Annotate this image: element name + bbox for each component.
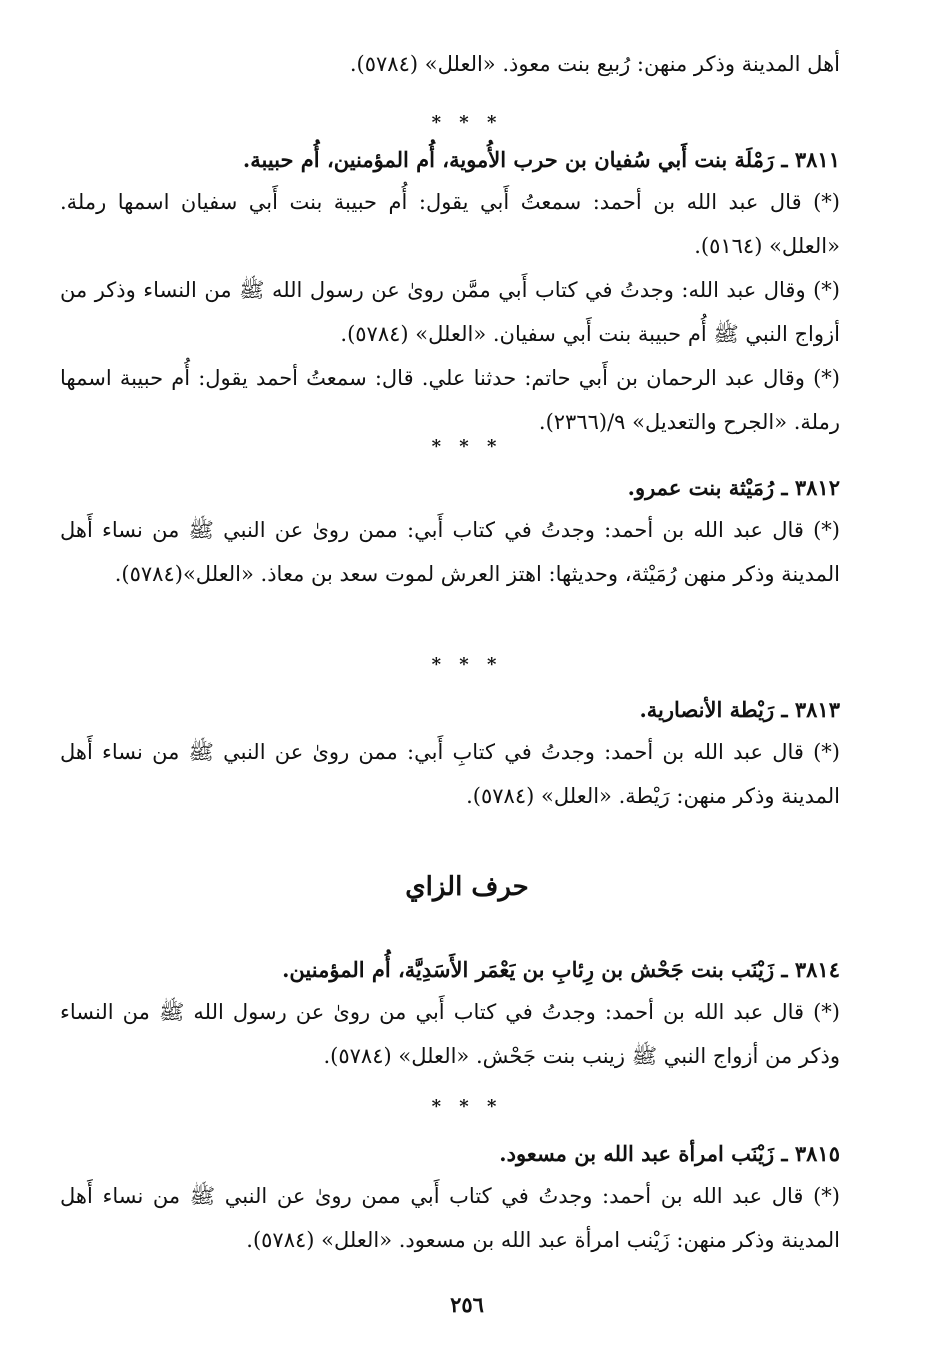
separator-stars: * * *	[431, 654, 503, 675]
section-title: حرف الزاي	[405, 872, 529, 902]
entry-paragraph: (*) قال عبد الله بن أحمد: وجدتُ في كتاب أَبي ممن روىٰ عن النبي ﷺ من نساء أَهل المدينة وذكر منهن: زَيْنب امرأة عبد الله بن مسعود. «العلل» (٥٧٨٤).	[60, 1184, 840, 1252]
entry-title: ٣٨١١ ـ رَمْلَة بنت أَبي سُفيان بن حرب الأُموية، أُم المؤمنين، أُم حبيبة.	[242, 147, 840, 172]
entry-paragraph: (*) قال عبد الله بن أحمد: وجدتُ في كتابِ أَبي: ممن روىٰ عن النبي ﷺ من نساء أَهل المدينة وذكر منهن: رَيْطة. «العلل» (٥٧٨٤).	[60, 740, 840, 808]
entry-title: ٣٨١٢ ـ رُمَيْثة بنت عمرو.	[627, 475, 840, 500]
entry-paragraph: (*) قال عبد الله بن أحمد: وجدتُ في كتاب أَبي من روىٰ عن رسول الله ﷺ من النساء وذكر من أزواج النبي ﷺ زينب بنت جَحْش. «العلل» (٥٧٨٤).	[60, 1000, 840, 1068]
entry-3812	[60, 468, 840, 596]
entry-3814	[60, 950, 840, 1078]
entry-title: ٣٨١٣ ـ رَيْطة الأنصارية.	[639, 697, 840, 722]
separator-stars: * * *	[431, 436, 503, 457]
separator-stars: * * *	[431, 112, 503, 133]
entry-paragraph: (*) وقال عبد الرحمان بن أَبي حاتم: حدثنا علي. قال: سمعتُ أحمد يقول: أُم حبيبة اسمها رملة. «الجرح والتعديل» ٩/(٢٣٦٦).	[60, 366, 840, 434]
entry-title: ٣٨١٤ ـ زَيْنَب بنت جَحْش بن رِئابِ بن يَعْمَر الأَسَدِيَّة، أُم المؤمنين.	[282, 957, 840, 982]
entry-paragraph: (*) وقال عبد الله: وجدتُ في كتاب أَبي ممَّن روىٰ عن رسول الله ﷺ من النساء وذكر من أزواج النبي ﷺ أُم حبيبة بنت أَبي سفيان. «العلل» (٥٧٨٤).	[60, 278, 840, 346]
entry-3811	[60, 140, 840, 444]
entry-3813	[60, 690, 840, 818]
entry-paragraph: (*) قال عبد الله بن أحمد: وجدتُ في كتاب أَبي: ممن روىٰ عن النبي ﷺ من نساء أَهل المدينة وذكر منهن رُمَيْثة، وحديثها: اهتز العرش لموت سعد بن معاذ. «العلل»(٥٧٨٤).	[60, 518, 840, 586]
entry-paragraph: (*) قال عبد الله بن أحمد: سمعتُ أَبي يقول: أُم حبيبة بنت أَبي سفيان اسمها رملة. «العلل» (٥١٦٤).	[60, 190, 840, 258]
continued-paragraph: أهل المدينة وذكر منهن: رُبيع بنت معوذ. «العلل» (٥٧٨٤).	[349, 52, 840, 76]
continued-text-block	[60, 42, 840, 86]
page-number: ٢٥٦	[450, 1292, 484, 1317]
entry-3815	[60, 1134, 840, 1262]
entry-title: ٣٨١٥ ـ زَيْنَب امرأة عبد الله بن مسعود.	[499, 1141, 840, 1166]
separator-stars: * * *	[431, 1096, 503, 1117]
